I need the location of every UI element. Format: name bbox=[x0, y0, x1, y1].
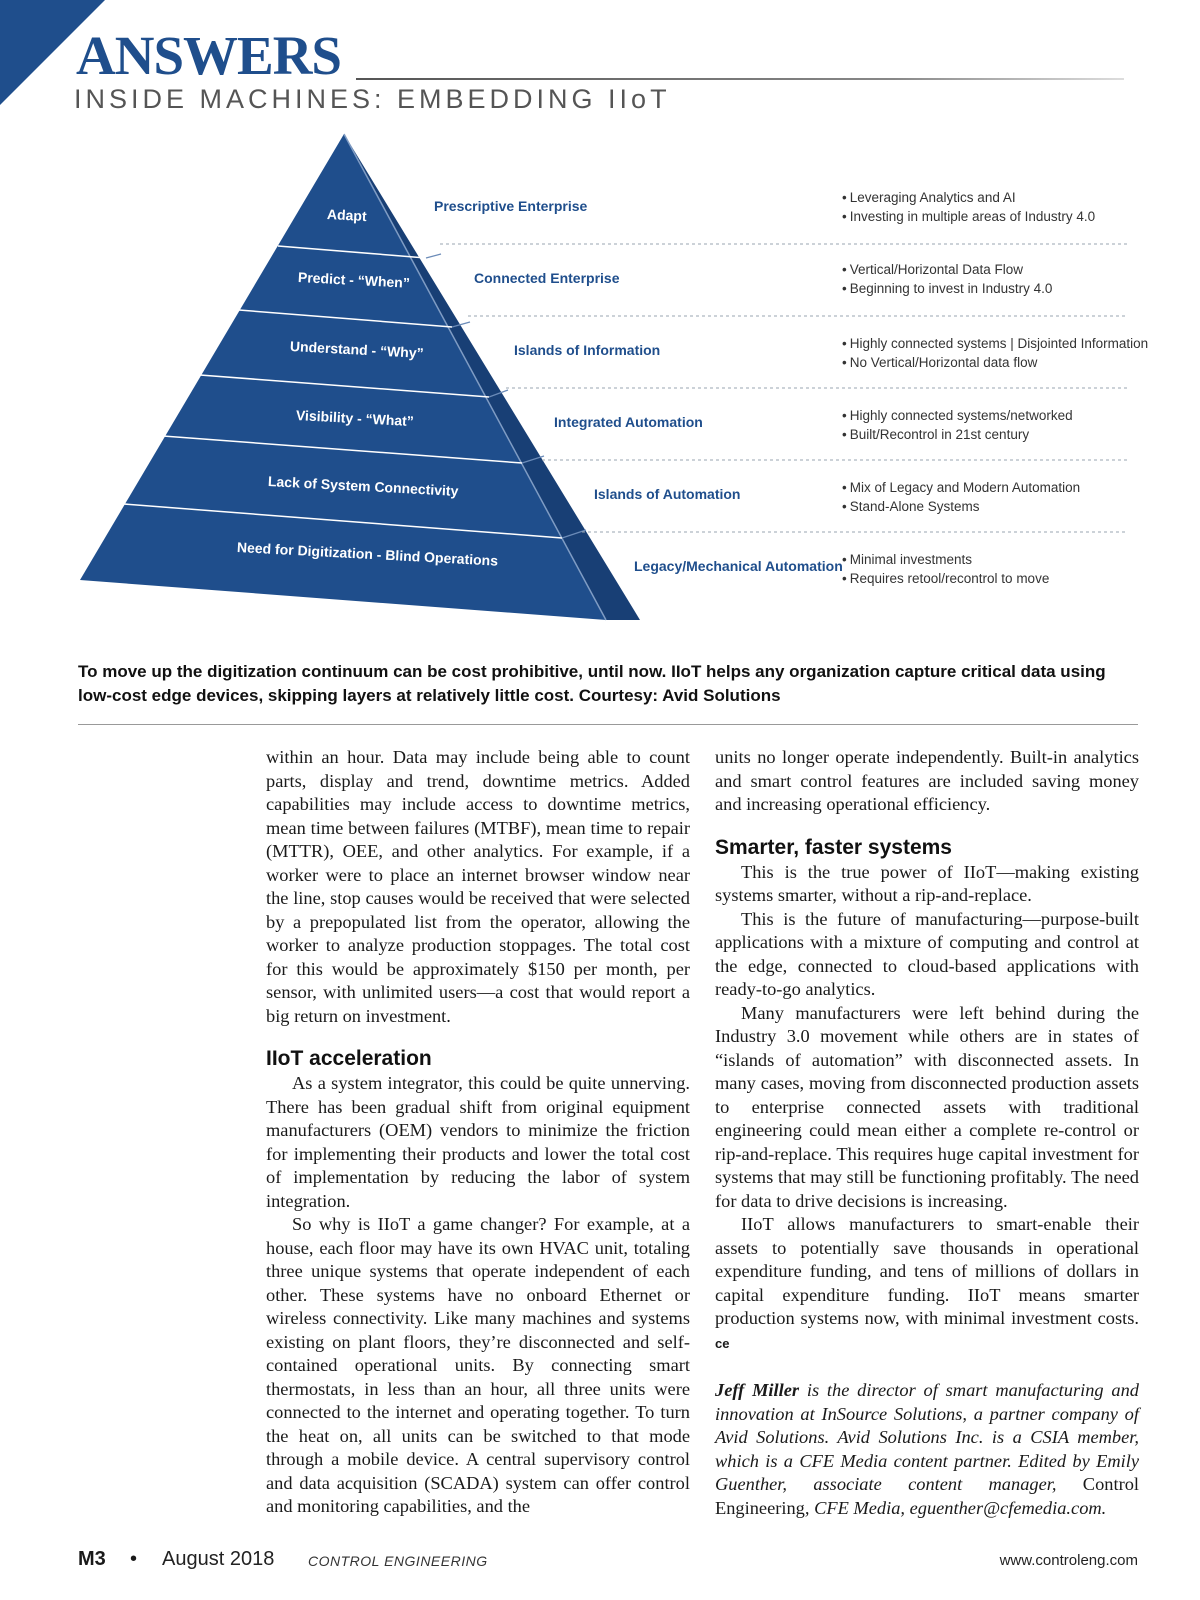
page-footer bbox=[78, 1548, 1138, 1578]
bullet-item: • Beginning to invest in Industry 4.0 bbox=[842, 279, 1052, 298]
bullet-item: • Highly connected systems | Disjointed Information bbox=[842, 334, 1148, 353]
kicker-rule bbox=[356, 78, 1124, 80]
pyramid-level-label: Need for Digitization - Blind Operations bbox=[236, 539, 499, 569]
page-number: M3 bbox=[78, 1548, 106, 1570]
website-link[interactable]: www.controleng.com bbox=[999, 1552, 1138, 1569]
bullet-item: • Leveraging Analytics and AI bbox=[842, 188, 1095, 207]
stage-name: Prescriptive Enterprise bbox=[434, 198, 588, 214]
bio-text: is the director of smart manufacturing and innovation at InSource Solutions, a partner company of Avid Solutions. Avid Solutions Inc. is a CSIA member, which is a CFE Media content partner. Edited by Emily Guenther, associate content manager, bbox=[715, 1380, 1140, 1494]
body-paragraph: within an hour. Data may include being able to count parts, display and trend, downtime metrics. Added capabilities may include access to downtime metrics, mean time between failures (MTBF), mean time to repair (MTTR), OEE, and other analytics. For example, if a worker were to place an internet browser window near the line, stop causes would be received that were selected by a prepopulated list from the operator, allowing the worker to analyze production stoppages. The total cost for this would be approximately $150 per month, per sensor, with unlimited users—a cost that would report a big return on investment. bbox=[266, 747, 690, 1026]
publication-name: Control Engineering bbox=[715, 1474, 1139, 1518]
bio-text: , CFE Media, eguenther@cfemedia.com. bbox=[804, 1497, 1107, 1518]
stage-bullets bbox=[842, 188, 1095, 226]
body-paragraph: This is the future of manufacturing—purpose-built applications with a mixture of computing and control at the edge, connected to cloud-based applications with ready-to-go analytics. bbox=[715, 908, 1139, 999]
figure-caption: To move up the digitization continuum can be cost prohibitive, until now. IIoT helps any organization capture critical data using low-cost edge devices, skipping layers at relatively little cost. Courtesy: Avid Solutions bbox=[78, 662, 1106, 705]
body-paragraph bbox=[715, 1213, 1139, 1355]
section-title: INSIDE MACHINES: EMBEDDING IIoT bbox=[74, 84, 671, 114]
bullet-item: • Vertical/Horizontal Data Flow bbox=[842, 260, 1052, 279]
bullet-item: • Investing in multiple areas of Industry 4.0 bbox=[842, 207, 1095, 226]
stage-bullets bbox=[842, 550, 1049, 588]
stage-bullets bbox=[842, 260, 1052, 298]
stage-name: Connected Enterprise bbox=[474, 270, 620, 286]
article-column-right bbox=[715, 746, 1139, 1520]
author-name: Jeff Miller bbox=[715, 1380, 800, 1400]
bullet-item: • No Vertical/Horizontal data flow bbox=[842, 353, 1148, 372]
body-paragraph: units no longer operate independently. Built-in analytics and smart control features are included saving money and increasing operational efficiency. bbox=[715, 747, 1139, 814]
bullet-item: • Stand-Alone Systems bbox=[842, 497, 1080, 516]
body-text: IIoT allows manufacturers to smart-enable their assets to potentially save thousands in operational expenditure funding, and tens of millions of dollars in capital expenditure funding. IIoT means smarter production systems now, with minimal investment costs. bbox=[715, 1214, 1139, 1328]
pyramid-level-label: Understand - “Why” bbox=[289, 338, 425, 361]
bullet-item: • Built/Recontrol in 21st century bbox=[842, 425, 1073, 444]
body-paragraph: This is the true power of IIoT—making existing systems smarter, without a rip-and-replace. bbox=[715, 861, 1139, 905]
stage-name: Islands of Automation bbox=[594, 486, 741, 502]
caption-rule bbox=[78, 724, 1138, 725]
body-paragraph: Many manufacturers were left behind during the Industry 3.0 movement while others are in states of “islands of automation” with disconnected assets. In many cases, moving from disconnected production assets to enterprise connected assets with traditional engineering could mean either a complete re-control or rip-and-replace. This requires huge capital investment for systems that may still be functioning profitably. The need for data to drive decisions is increasing. bbox=[715, 1002, 1139, 1211]
body-paragraph: So why is IIoT a game changer? For example, at a house, each floor may have its own HVAC unit, totaling three unique systems that operate independent of each other. These systems have no onboard Ethernet or wireless connectivity. Like many machines and systems existing on plant floors, they’re disconnected and self-contained operational units. By connecting smart thermostats, in less than an hour, all three units were connected to the internet and operating together. To turn the heat on, all units can be switched to that mode through a mobile device. A central supervisory control and data acquisition (SCADA) system can offer control and monitoring capabilities, and the bbox=[266, 1214, 690, 1516]
bullet-item: • Requires retool/recontrol to move bbox=[842, 569, 1049, 588]
pyramid-level-label: Adapt bbox=[326, 206, 368, 225]
body-paragraph: As a system integrator, this could be quite unnerving. There has been gradual shift from original equipment manufacturers (OEM) vendors to minimize the friction for implementing their products and lower the total cost of implementation by reducing the labor of system integration. bbox=[266, 1073, 690, 1211]
stage-bullets bbox=[842, 406, 1073, 444]
issue-date: August 2018 bbox=[162, 1548, 275, 1570]
pyramid-level-label: Lack of System Connectivity bbox=[267, 473, 459, 499]
bullet-item: • Mix of Legacy and Modern Automation bbox=[842, 478, 1080, 497]
pyramid-level-label: Predict - “When” bbox=[297, 269, 411, 291]
stage-bullets bbox=[842, 334, 1148, 372]
bullet-item: • Highly connected systems/networked bbox=[842, 406, 1073, 425]
footer-bullet: • bbox=[130, 1548, 138, 1570]
author-bio bbox=[715, 1379, 1139, 1520]
stage-name: Legacy/Mechanical Automation bbox=[634, 558, 843, 574]
pyramid-figure bbox=[0, 120, 1200, 640]
bullet-item: • Minimal investments bbox=[842, 550, 1049, 569]
section-heading: Smarter, faster systems bbox=[715, 835, 952, 859]
stage-name: Islands of Information bbox=[514, 342, 661, 358]
end-mark: ce bbox=[715, 1335, 730, 1351]
pyramid-level-label: Visibility - “What” bbox=[295, 407, 415, 430]
magazine-name: CONTROL ENGINEERING bbox=[308, 1553, 488, 1569]
stage-name: Integrated Automation bbox=[554, 414, 703, 430]
section-heading: IIoT acceleration bbox=[266, 1047, 432, 1070]
article-column-left bbox=[266, 746, 690, 1519]
section-kicker: ANSWERS bbox=[76, 25, 342, 86]
stage-bullets bbox=[842, 478, 1080, 516]
